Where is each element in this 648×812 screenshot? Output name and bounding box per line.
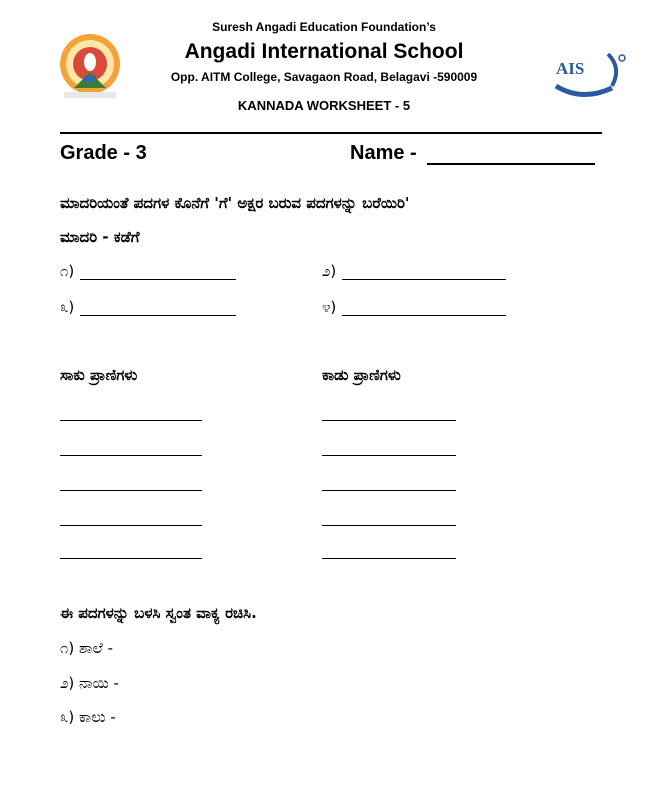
worksheet-title: KANNADA WORKSHEET - 5 [237, 98, 411, 113]
answer-row-4[interactable] [322, 298, 506, 316]
domestic-blank-line[interactable] [60, 525, 202, 526]
domestic-blank-line[interactable] [60, 420, 202, 421]
answer-row-2[interactable] [322, 262, 506, 280]
svg-text:AIS: AIS [556, 59, 585, 78]
domestic-animals-heading: ಸಾಕು ಪ್ರಾಣಿಗಳು [60, 366, 138, 384]
answer-row-1[interactable] [60, 262, 236, 280]
item-number: ೩) [60, 298, 75, 316]
wild-blank-line[interactable] [322, 420, 456, 421]
item-number: ೨) [322, 262, 337, 280]
domestic-blank-line[interactable] [60, 558, 202, 559]
school-address: Opp. AITM College, Savagaon Road, Belagavi -590009 [170, 70, 478, 84]
sentence-item-3: ೩) ಕಾಲು - [60, 708, 116, 726]
wild-blank-line[interactable] [322, 455, 456, 456]
item-number: ೧) [60, 262, 75, 280]
answer-blank[interactable] [342, 301, 506, 316]
answer-blank[interactable] [80, 265, 236, 280]
domestic-blank-line[interactable] [60, 455, 202, 456]
header-divider [60, 132, 602, 134]
wild-blank-line[interactable] [322, 525, 456, 526]
sentence-item-2: ೨) ನಾಯಿ - [60, 674, 119, 692]
name-label: Name - [350, 142, 417, 164]
section1-example: ಮಾದರಿ - ಕಡೆಗೆ [60, 228, 140, 246]
school-name: Angadi International School [184, 40, 464, 63]
section1-instruction: ಮಾದರಿಯಂತೆ ಪದಗಳ ಕೊನೆಗೆ 'ಗೆ' ಅಕ್ಷರ ಬರುವ ಪದಗಳನ್ನು ಬರೆಯಿರಿ' [60, 194, 410, 212]
item-number: ೪) [322, 298, 337, 316]
wild-blank-line[interactable] [322, 558, 456, 559]
sentence-item-1: ೧) ಶಾಲೆ - [60, 639, 114, 657]
section3-instruction: ಈ ಪದಗಳನ್ನು ಬಳಸಿ ಸ್ವಂತ ವಾಕ್ಯ ರಚಿಸಿ. [60, 604, 257, 622]
answer-blank[interactable] [342, 265, 506, 280]
answer-row-3[interactable] [60, 298, 236, 316]
wild-blank-line[interactable] [322, 490, 456, 491]
name-field[interactable] [350, 142, 595, 165]
answer-blank[interactable] [80, 301, 236, 316]
foundation-name: Suresh Angadi Education Foundation’s [212, 20, 436, 34]
domestic-blank-line[interactable] [60, 490, 202, 491]
grade-label: Grade - 3 [60, 142, 147, 164]
wild-animals-heading: ಕಾಡು ಪ್ರಾಣಿಗಳು [322, 366, 401, 384]
name-blank-line[interactable] [427, 145, 595, 165]
